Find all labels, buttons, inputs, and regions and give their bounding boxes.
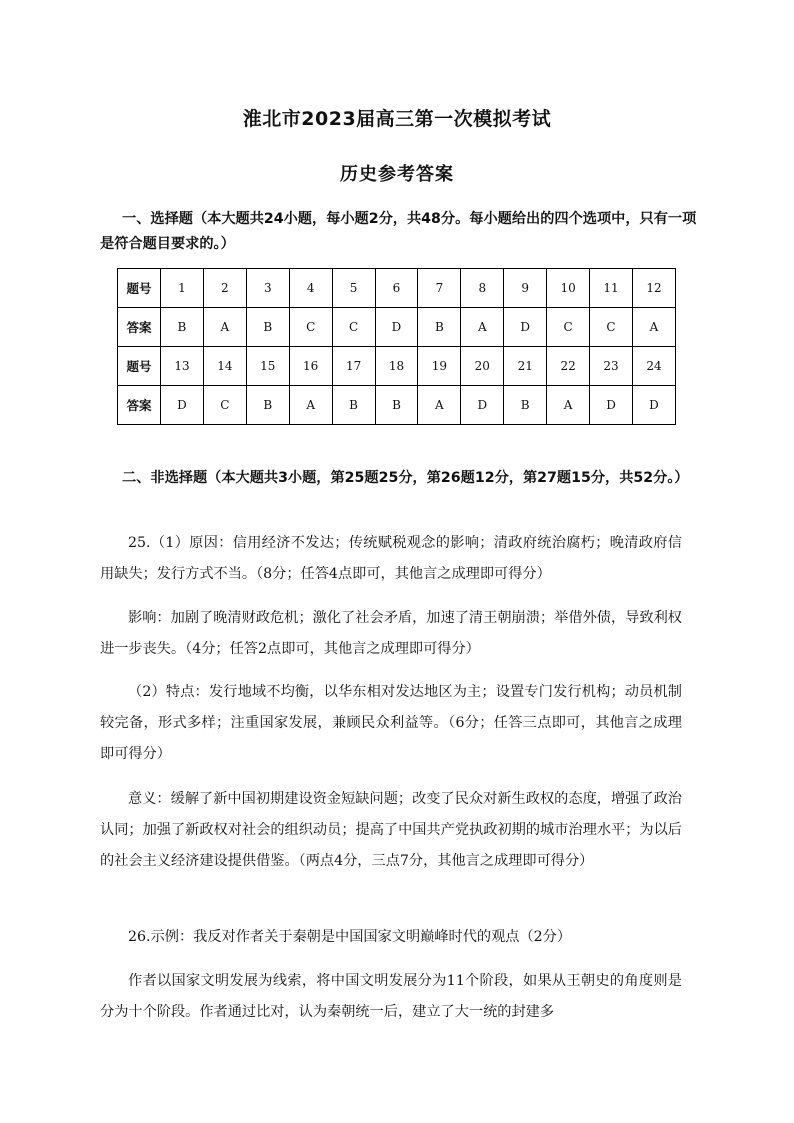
question-number-cell: 1 — [161, 269, 204, 308]
question-number-cell: 2 — [203, 269, 246, 308]
question-number-cell: 22 — [547, 347, 590, 386]
question-number-cell: 8 — [461, 269, 504, 308]
answer-cell: A — [289, 386, 332, 425]
answer-cell: B — [375, 386, 418, 425]
question-number-cell: 3 — [246, 269, 289, 308]
question-number-cell: 11 — [590, 269, 633, 308]
answer-cell: D — [461, 386, 504, 425]
question-number-cell: 24 — [632, 347, 675, 386]
table-row-numbers-2 — [118, 347, 676, 386]
question-number-cell: 14 — [203, 347, 246, 386]
answer-cell: C — [547, 308, 590, 347]
answer-cell: A — [461, 308, 504, 347]
answer-cell: B — [418, 308, 461, 347]
question-number-cell: 16 — [289, 347, 332, 386]
answer-cell: A — [547, 386, 590, 425]
answer-cell: D — [375, 308, 418, 347]
question-number-cell: 4 — [289, 269, 332, 308]
answer-paragraph-26-example: 26.示例：我反对作者关于秦朝是中国国家文明巅峰时代的观点（2分） — [128, 929, 572, 945]
answer-cell: A — [632, 308, 675, 347]
question-number-cell: 10 — [547, 269, 590, 308]
question-number-cell: 18 — [375, 347, 418, 386]
answer-cell: D — [590, 386, 633, 425]
question-number-cell: 23 — [590, 347, 633, 386]
row-label-answer: 答案 — [118, 308, 161, 347]
answer-cell: C — [590, 308, 633, 347]
section-2-heading: 二、非选择题（本大题共3小题，第25题25分，第26题12分，第27题15分，共52分。） — [122, 470, 689, 486]
section-1-heading: 一、选择题（本大题共24小题，每小题2分，共48分。每小题给出的四个选项中，只有一项是符合题目要求的。） — [100, 211, 697, 252]
answer-cell: B — [504, 386, 547, 425]
answer-cell: A — [418, 386, 461, 425]
row-label-number: 题号 — [118, 269, 161, 308]
question-number-cell: 7 — [418, 269, 461, 308]
answer-cell: B — [246, 308, 289, 347]
page-subtitle: 历史参考答案 — [340, 164, 454, 185]
answer-table — [117, 268, 676, 425]
answer-cell: B — [332, 386, 375, 425]
question-number-cell: 5 — [332, 269, 375, 308]
answer-cell: A — [203, 308, 246, 347]
answer-cell: B — [161, 308, 204, 347]
answer-cell: D — [504, 308, 547, 347]
answer-cell: C — [289, 308, 332, 347]
question-number-cell: 9 — [504, 269, 547, 308]
row-label-number: 题号 — [118, 347, 161, 386]
table-row-numbers-1 — [118, 269, 676, 308]
answer-cell: D — [632, 386, 675, 425]
question-number-cell: 13 — [161, 347, 204, 386]
question-number-cell: 15 — [246, 347, 289, 386]
question-number-cell: 6 — [375, 269, 418, 308]
answer-paragraph-25-2-significance: 意义：缓解了新中国初期建设资金短缺问题；改变了民众对新生政权的态度，增强了政治认同；加强了新政权对社会的组织动员；提高了中国共产党执政初期的城市治理水平；为以后的社会主义经济建设提供借鉴。（两点4分，三点7分，其他言之成理即可得分） — [100, 791, 682, 869]
answer-paragraph-26-body: 作者以国家文明发展为线索，将中国文明发展分为11个阶段，如果从王朝史的角度则是分为十个阶段。作者通过比对，认为秦朝统一后，建立了大一统的封建多 — [100, 973, 682, 1020]
answer-cell: B — [246, 386, 289, 425]
answer-paragraph-25-2-features: （2）特点：发行地域不均衡，以华东相对发达地区为主；设置专门发行机构；动员机制较完备，形式多样；注重国家发展，兼顾民众利益等。（6分；任答三点即可，其他言之成理即可得分） — [100, 684, 682, 762]
table-row-answers-1 — [118, 308, 676, 347]
row-label-answer: 答案 — [118, 386, 161, 425]
question-number-cell: 19 — [418, 347, 461, 386]
answer-cell: C — [332, 308, 375, 347]
answer-paragraph-25-1-causes: 25.（1）原因：信用经济不发达；传统赋税观念的影响；清政府统治腐朽；晚清政府信用缺失；发行方式不当。（8分；任答4点即可，其他言之成理即可得分） — [100, 535, 682, 582]
answer-cell: C — [203, 386, 246, 425]
table-row-answers-2 — [118, 386, 676, 425]
question-number-cell: 17 — [332, 347, 375, 386]
answer-cell: D — [161, 386, 204, 425]
question-number-cell: 20 — [461, 347, 504, 386]
question-number-cell: 21 — [504, 347, 547, 386]
page-title: 淮北市2023届高三第一次模拟考试 — [242, 108, 552, 130]
answer-paragraph-25-1-impact: 影响：加剧了晚清财政危机；激化了社会矛盾，加速了清王朝崩溃；举借外债，导致利权进一步丧失。（4分；任答2点即可，其他言之成理即可得分） — [100, 610, 682, 657]
question-number-cell: 12 — [632, 269, 675, 308]
